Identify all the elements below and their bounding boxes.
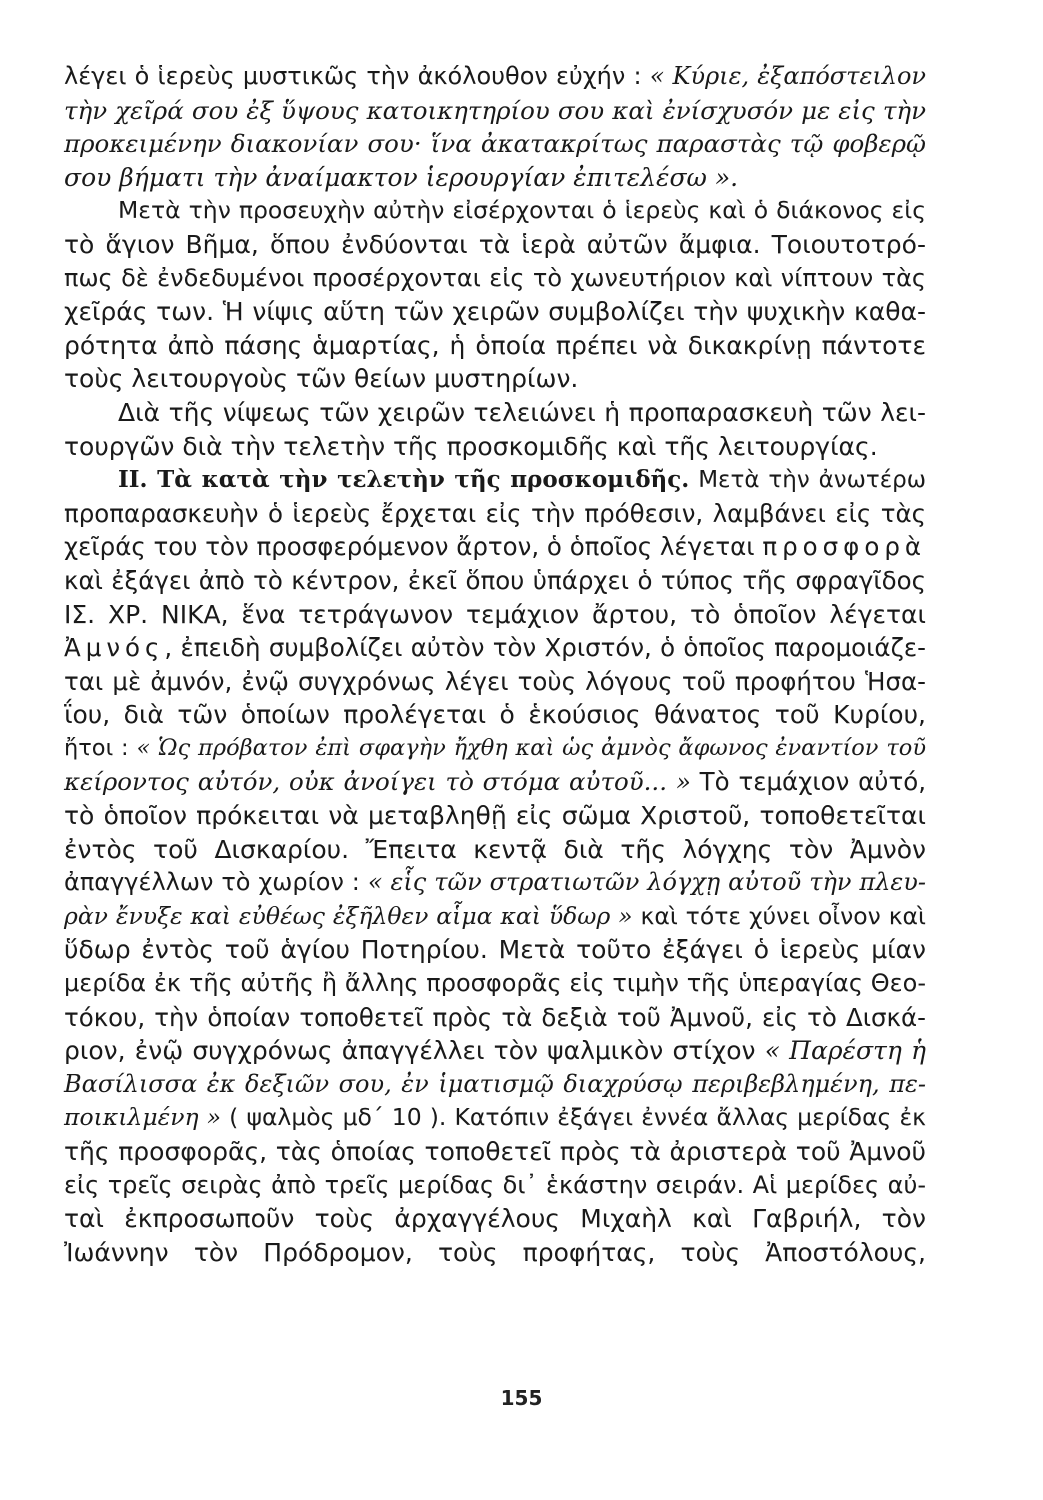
text-line: Διὰ τῆς νίψεως τῶν χειρῶν τελειώνει ἡ προπαρασκευὴ τῶν λει- <box>118 397 926 427</box>
text-line <box>64 530 926 564</box>
text-line <box>64 631 926 665</box>
text-span: ἤτοι : <box>64 734 137 761</box>
text-line: ρότητα ἀπὸ πάσης ἁμαρτίας, ἡ ὁποία πρέπει νὰ δικακρίνῃ πάντοτε <box>64 330 926 360</box>
text-line: Ἰωάννην τὸν Πρόδρομον, τοὺς προφήτας, τοὺς Ἀποστόλους, <box>64 1237 926 1267</box>
italic-span: « Κύριε, ἐξαπόστειλον <box>649 62 926 90</box>
section-heading: ΙΙ. Τὰ κατὰ τὴν τελετὴν τῆς προσκομιδῆς. <box>118 466 690 494</box>
text-span: λέγει ὁ ἱερεὺς μυστικῶς τὴν ἀκόλουθον εὐχήν : <box>64 62 650 90</box>
text-line <box>64 866 926 900</box>
text-line: καὶ ἐξάγει ἀπὸ τὸ κέντρον, ἐκεῖ ὅπου ὑπάρχει ὁ τύπος τῆς σφραγῖδος <box>64 565 926 595</box>
text-span: Μετὰ τὴν ἀνωτέρω <box>689 467 927 494</box>
text-line: ΙΣ. ΧΡ. ΝΙΚΑ, ἕνα τετράγωνον τεμάχιον ἄρτου, τὸ ὁποῖον λέγεται <box>64 599 926 629</box>
text-line <box>64 732 926 766</box>
text-span: ἀπαγγέλλων τὸ χωρίον : <box>64 868 368 897</box>
text-line: Μετὰ τὴν προσευχὴν αὐτὴν εἰσέρχονται ὁ ἱερεὺς καὶ ὁ διάκονος εἰς <box>118 196 926 225</box>
text-line: ὕδωρ ἐντὸς τοῦ ἁγίου Ποτηρίου. Μετὰ τοῦτο ἐξάγει ὁ ἱερεὺς μίαν <box>64 935 926 965</box>
text-line: πως δὲ ἐνδεδυμένοι προσέρχονται εἰς τὸ χωνευτήριον καὶ νίπτουν τὰς <box>64 263 926 292</box>
spaced-term: Ἀμνός <box>64 633 165 663</box>
text-line: προκειμένην διακονίαν σου· ἵνα ἀκατακρίτως παραστὰς τῷ φοβερῷ <box>64 129 926 159</box>
text-span: ( ψαλμὸς μδ΄ 10 ). Κατόπιν ἐξάγει ἐννέα ἄλλας μερίδας ἐκ <box>221 1103 927 1132</box>
text-span: , ἐπειδὴ συμβολίζει αὐτὸν τὸν Χριστόν, ὁ ὁποῖος παρομοιάζε- <box>164 633 926 663</box>
italic-span: ρὰν ἔνυξε καὶ εὐθέως ἐξῆλθεν αἷμα καὶ ὕδωρ » <box>64 901 633 930</box>
page-text <box>64 60 926 1440</box>
italic-span: « Ὡς πρόβατον ἐπὶ σφαγὴν ἤχθη καὶ ὡς ἀμνὸς ἄφωνος ἐναντίον τοῦ <box>136 734 926 761</box>
spaced-term: προσφορὰ <box>762 532 927 562</box>
text-line: μερίδα ἐκ τῆς αὐτῆς ἢ ἄλλης προσφορᾶς εἰς τιμὴν τῆς ὑπεραγίας Θεο- <box>64 969 926 998</box>
text-line <box>64 1101 926 1135</box>
text-line: ἐντὸς τοῦ Δισκαρίου. Ἔπειτα κεντᾷ διὰ τῆς λόγχης τὸν Ἀμνὸν <box>64 834 926 864</box>
text-span: χεῖράς του τὸν προσφερόμενον ἄρτον, ὁ ὁποῖος λέγεται <box>64 532 763 562</box>
italic-span: « εἷς τῶν στρατιωτῶν λόγχῃ αὐτοῦ τὴν πλευ- <box>367 868 926 897</box>
text-line: ται μὲ ἀμνόν, ἐνῷ συγχρόνως λέγει τοὺς λόγους τοῦ προφήτου Ἡσα- <box>64 666 926 696</box>
text-span: Τὸ τεμάχιον αὐτό, <box>690 767 926 797</box>
text-line: ΐου, διὰ τῶν ὁποίων προλέγεται ὁ ἑκούσιος θάνατος τοῦ Κυρίου, <box>64 700 926 730</box>
text-line: σου βήματι τὴν ἀναίμακτον ἱερουργίαν ἐπιτελέσω ». <box>64 162 739 192</box>
text-line: Βασίλισσα ἐκ δεξιῶν σου, ἐν ἱματισμῷ διαχρύσῳ περιβεβλημένη, πε- <box>64 1069 926 1098</box>
text-line: τῆς προσφορᾶς, τὰς ὁποίας τοποθετεῖ πρὸς τὰ ἀριστερὰ τοῦ Ἀμνοῦ <box>64 1137 926 1166</box>
text-span: ριον, ἐνῷ συγχρόνως ἀπαγγέλλει τὸν ψαλμικὸν στίχον <box>64 1036 765 1066</box>
text-span: καὶ τότε χύνει οἶνον καὶ <box>632 901 926 930</box>
text-line: ταὶ ἐκπροσωποῦν τοὺς ἀρχαγγέλους Μιχαὴλ καὶ Γαβριήλ, τὸν <box>64 1204 926 1234</box>
text-line <box>64 1034 926 1068</box>
text-line: τόκου, τὴν ὁποίαν τοποθετεῖ πρὸς τὰ δεξιὰ τοῦ Ἀμνοῦ, εἰς τὸ Δισκά- <box>64 1002 926 1032</box>
text-line: τὴν χεῖρά σου ἐξ ὕψους κατοικητηρίου σου καὶ ἐνίσχυσόν με εἰς τὴν <box>64 95 926 125</box>
text-line: τὸ ἅγιον Βῆμα, ὅπου ἐνδύονται τὰ ἱερὰ αὐτῶν ἄμφια. Τοιουτοτρό- <box>64 229 926 259</box>
text-line: προπαρασκευὴν ὁ ἱερεὺς ἔρχεται εἰς τὴν πρόθεσιν, λαμβάνει εἰς τὰς <box>64 498 926 528</box>
text-line <box>64 765 926 799</box>
text-line: τὸ ὁποῖον πρόκειται νὰ μεταβληθῇ εἰς σῶμα Χριστοῦ, τοποθετεῖται <box>64 801 926 831</box>
text-line: τοὺς λειτουργοὺς τῶν θείων μυστηρίων. <box>64 364 579 394</box>
italic-span: κείροντος αὐτόν, οὐκ ἀνοίγει τὸ στόμα αὐτοῦ... » <box>64 767 691 797</box>
italic-span: « Παρέστη ἡ <box>764 1036 926 1066</box>
text-line <box>64 60 926 94</box>
italic-span: ποικιλμένη » <box>64 1103 222 1132</box>
text-line <box>64 900 926 934</box>
page-number: 155 <box>500 1386 543 1410</box>
text-line: τουργῶν διὰ τὴν τελετὴν τῆς προσκομιδῆς καὶ τῆς λειτουργίας. <box>64 431 878 461</box>
text-line: εἰς τρεῖς σειρὰς ἀπὸ τρεῖς μερίδας δι᾽ ἑκάστην σειράν. Αἱ μερίδες αὐ- <box>64 1170 926 1199</box>
text-line: χεῖράς των. Ἡ νίψις αὕτη τῶν χειρῶν συμβολίζει τὴν ψυχικὴν καθα- <box>64 297 926 327</box>
section-heading-line <box>64 463 926 497</box>
